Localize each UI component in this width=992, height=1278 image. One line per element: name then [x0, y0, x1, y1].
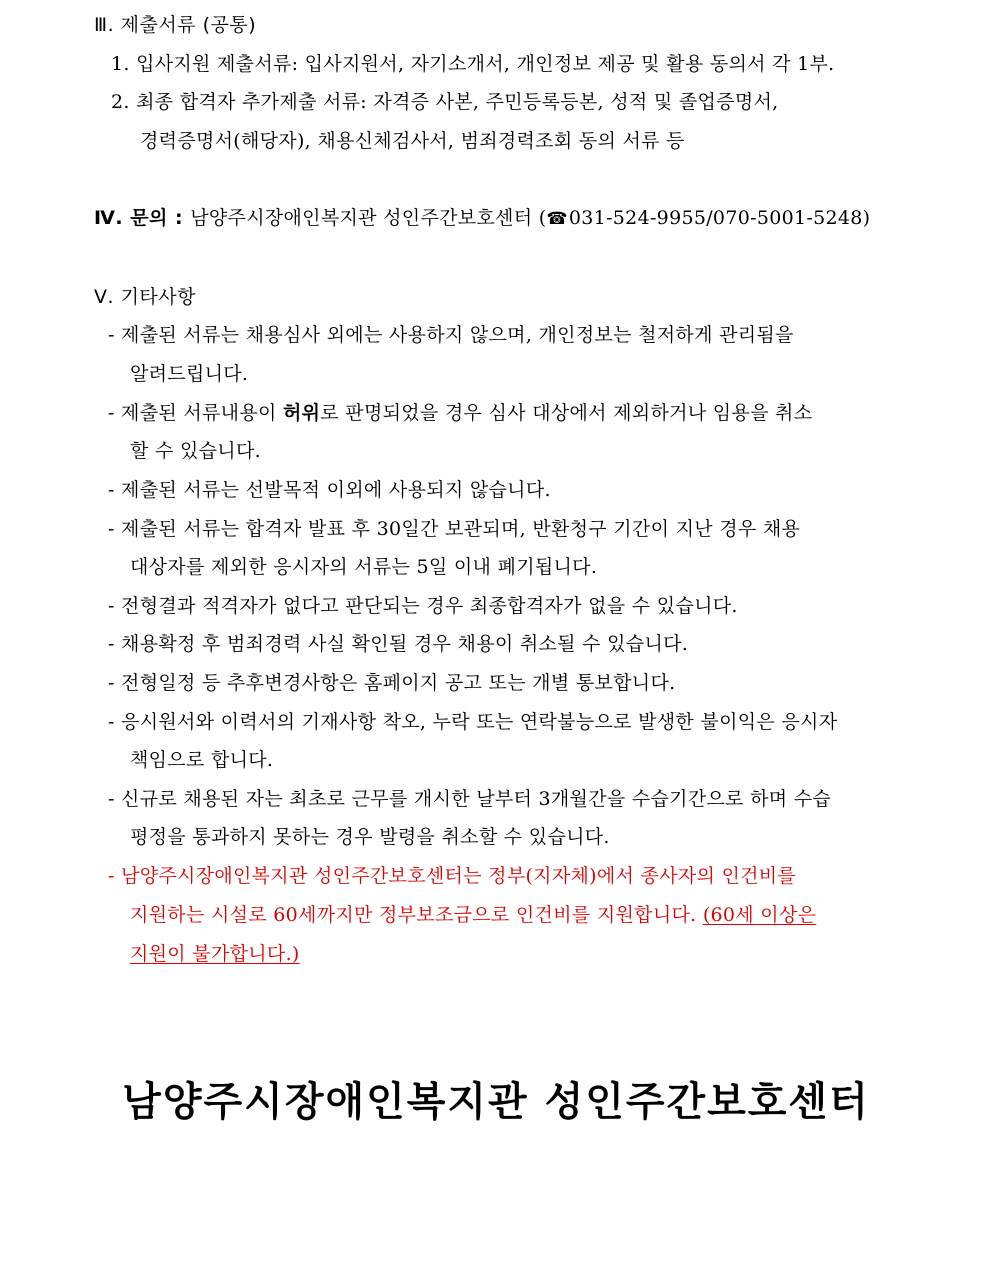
telephone-icon: ☎ [546, 209, 568, 229]
footer-organization-title: 남양주시장애인복지관 성인주간보호센터 [122, 1079, 870, 1125]
section5-heading: Ⅴ. 기타사항 [94, 286, 196, 308]
section5-bullet2-pre: - 제출된 서류내용이 [108, 402, 283, 424]
section5-bullet10-line2 [130, 902, 816, 928]
section5-bullet8-line2: 책임으로 합니다. [130, 749, 274, 771]
section5-bullet2-emphasis: 허위 [282, 402, 321, 424]
section5-bullet10-line1: - 남양주시장애인복지관 성인주간보호센터는 정부(지자체)에서 종사자의 인건비를 [108, 865, 797, 887]
section4-inquiry [94, 205, 870, 232]
section3-item1: 1. 입사지원 제출서류: 입사지원서, 자기소개서, 개인정보 제공 및 활용 동의서 각 1부. [111, 53, 835, 75]
section5-bullet2-line1 [108, 400, 812, 426]
section5-bullet2-post: 로 판명되었을 경우 심사 대상에서 제외하거나 임용을 취소 [320, 402, 813, 424]
section5-bullet10-line3: 지원이 불가합니다.) [130, 943, 300, 965]
section5-bullet4-line2: 대상자를 제외한 응시자의 서류는 5일 이내 폐기됩니다. [130, 556, 598, 578]
section5-bullet1-line2: 알려드립니다. [130, 363, 249, 385]
section5-bullet1-line1: - 제출된 서류는 채용심사 외에는 사용하지 않으며, 개인정보는 철저하게 관리됨을 [108, 324, 794, 346]
section4-org: 남양주시장애인복지관 성인주간보호센터 ( [190, 207, 547, 229]
section5-bullet3: - 제출된 서류는 선발목적 이외에 사용되지 않습니다. [108, 479, 551, 501]
section3-item2-line2: 경력증명서(해당자), 채용신체검사서, 범죄경력조회 동의 서류 등 [140, 130, 685, 152]
section5-bullet10-line2-plain: 지원하는 시설로 60세까지만 정부보조금으로 인건비를 지원합니다. [130, 904, 703, 926]
section5-bullet8-line1: - 응시원서와 이력서의 기재사항 착오, 누락 또는 연락불능으로 발생한 불이익은 응시자 [108, 711, 838, 733]
section5-bullet5: - 전형결과 적격자가 없다고 판단되는 경우 최종합격자가 없을 수 있습니다. [108, 595, 738, 617]
section4-phone: 031-524-9955/070-5001-5248) [568, 207, 871, 229]
section5-bullet9-line1: - 신규로 채용된 자는 최초로 근무를 개시한 날부터 3개월간을 수습기간으로 하며 수습 [108, 788, 832, 810]
section5-bullet6: - 채용확정 후 범죄경력 사실 확인될 경우 채용이 취소될 수 있습니다. [108, 633, 689, 655]
section5-bullet2-line2: 할 수 있습니다. [130, 440, 261, 462]
section5-bullet9-line2: 평정을 통과하지 못하는 경우 발령을 취소할 수 있습니다. [130, 826, 610, 848]
section4-heading: Ⅳ. 문의 : [94, 207, 191, 229]
section5-bullet7: - 전형일정 등 추후변경사항은 홈페이지 공고 또는 개별 통보합니다. [108, 672, 676, 694]
section3-item2-line1: 2. 최종 합격자 추가제출 서류: 자격증 사본, 주민등록등본, 성적 및 졸업증명서, [111, 91, 779, 113]
section3-heading: Ⅲ. 제출서류 (공통) [94, 14, 257, 36]
section5-bullet10-line2-underlined: (60세 이상은 [702, 904, 817, 926]
section5-bullet4-line1: - 제출된 서류는 합격자 발표 후 30일간 보관되며, 반환청구 기간이 지난 경우 채용 [108, 518, 801, 540]
